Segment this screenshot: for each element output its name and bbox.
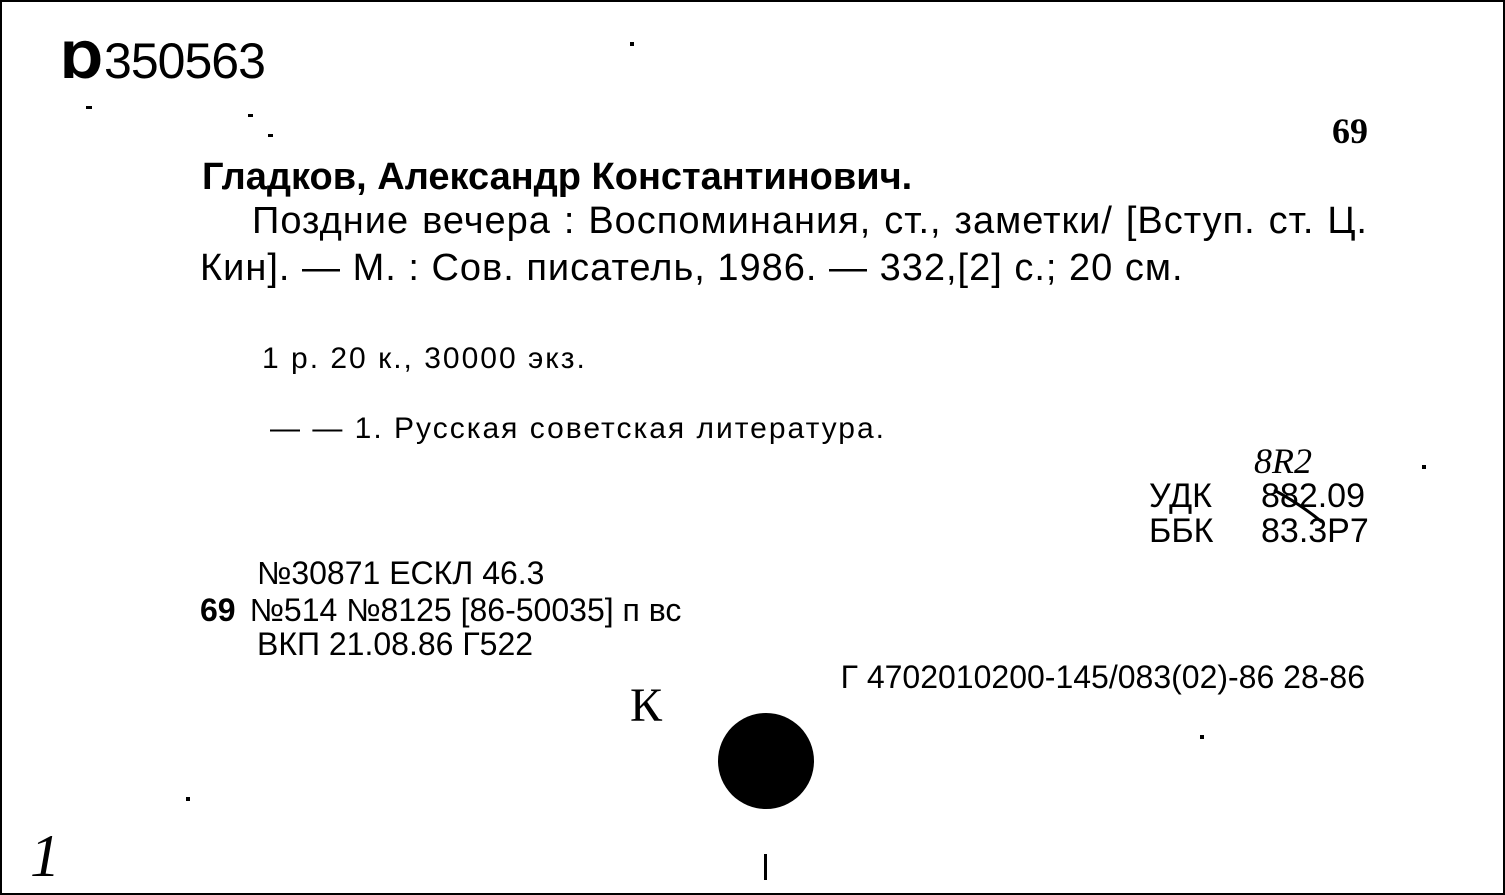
speck (86, 106, 92, 109)
registration-line-1: №30871 ЕСКЛ 46.3 (257, 555, 545, 591)
speck (1422, 465, 1426, 469)
corner-handwritten-mark: 1 (30, 823, 60, 889)
publication-code: Г 4702010200-145/083(02)-86 28-86 (840, 659, 1365, 695)
k-letter: К (630, 679, 663, 732)
bbk-label: ББК (1149, 512, 1214, 550)
punch-hole (718, 713, 814, 809)
handwritten-annotation: 8R2 (1254, 441, 1312, 481)
bbk-row (1149, 512, 1369, 551)
price-line: 1 р. 20 к., 30000 экз. (262, 342, 587, 375)
registration-line-2-text: №514 №8125 [86-50035] п вс (249, 592, 682, 628)
inventory-mark: Ɒ (62, 32, 105, 90)
bibliographic-description: Поздние вечера : Воспоминания, ст., заметки/ [Вступ. ст. Ц. Кин]. — М. : Сов. писатель, 1986. — 332,[2] с.; 20 см. (200, 200, 1368, 289)
speck (248, 114, 253, 117)
registration-line-2 (200, 592, 681, 629)
speck (268, 134, 273, 137)
udk-value: 882.09 (1261, 477, 1365, 515)
inventory-number-value: 350563 (104, 33, 265, 89)
bbk-value: 83.3Р7 (1261, 512, 1369, 550)
udk-label: УДК (1149, 477, 1212, 515)
inventory-number (62, 32, 265, 90)
card-number: 69 (1332, 111, 1368, 151)
subject-heading: — — 1. Русская советская литература. (270, 412, 887, 445)
speck (764, 854, 767, 880)
registration-line-3: ВКП 21.08.86 Г522 (257, 626, 534, 662)
author-heading: Гладков, Александр Константинович. (202, 156, 913, 198)
udk-row (1149, 477, 1365, 516)
speck (630, 42, 634, 46)
speck (186, 797, 190, 801)
speck (1200, 735, 1204, 739)
registration-number: 69 (200, 592, 236, 628)
